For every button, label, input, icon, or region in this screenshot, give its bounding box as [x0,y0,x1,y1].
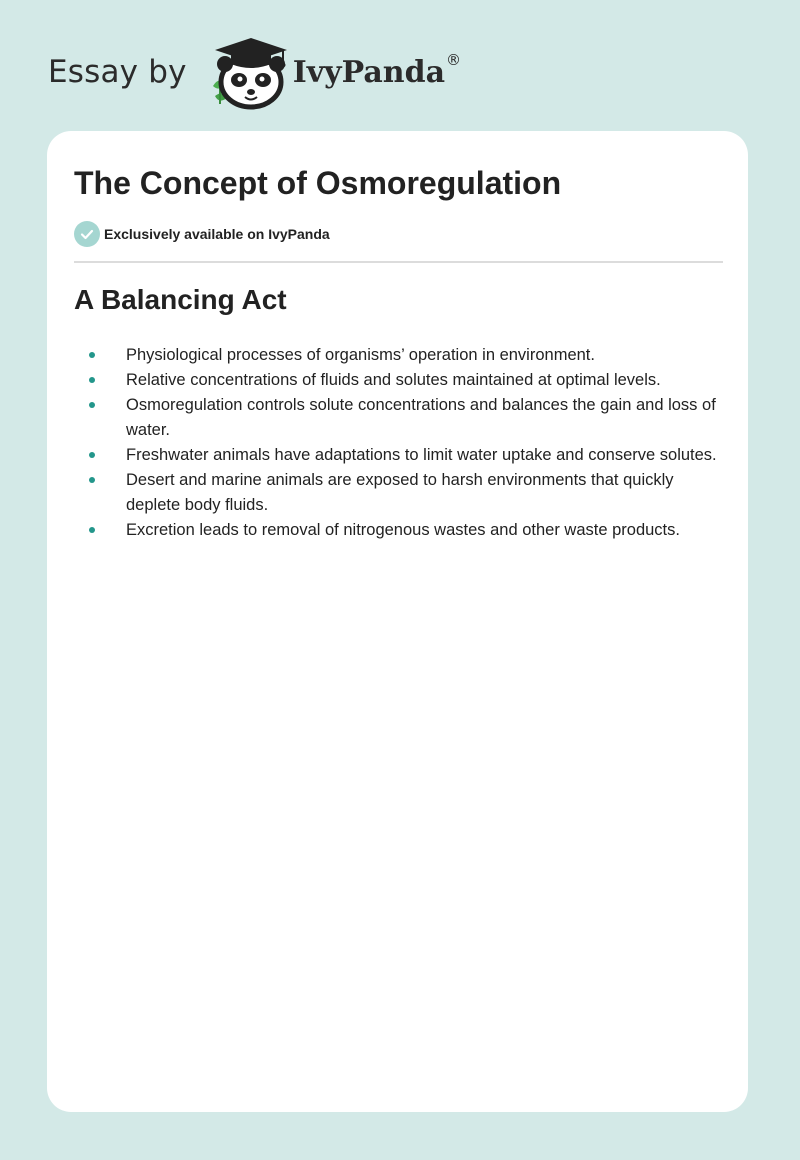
bullet-item [74,393,729,443]
bullet-text: Freshwater animals have adaptations to limit water uptake and conserve solutes. [126,446,717,464]
bullet-list [74,343,729,543]
bullet-dot-icon [89,402,95,408]
bullet-text: Physiological processes of organisms’ operation in environment. [126,346,595,364]
divider [74,261,723,263]
essay-card [47,131,748,1112]
bullet-text: Excretion leads to removal of nitrogenous wastes and other waste products. [126,521,680,539]
bullet-text: Desert and marine animals are exposed to harsh environments that quickly deplete body fluids. [126,471,674,514]
essay-by-label: Essay by [48,54,187,90]
check-circle-icon [74,221,100,247]
badge-label: Exclusively available on IvyPanda [104,226,330,242]
bullet-item [74,468,729,518]
bullet-item [74,368,729,393]
brand-name: IvyPanda [292,54,446,90]
bullet-dot-icon [89,452,95,458]
bullet-item [74,518,729,543]
bullet-dot-icon [89,477,95,483]
registered-mark: ® [446,51,462,69]
bullet-item [74,343,729,368]
section-heading: A Balancing Act [74,284,287,315]
bullet-item [74,443,729,468]
bullet-dot-icon [89,527,95,533]
exclusive-badge [74,221,330,247]
bullet-dot-icon [89,352,95,358]
brand-header [48,34,461,110]
page-title: The Concept of Osmoregulation [74,165,562,201]
panda-graduation-cap-logo-icon [203,34,299,110]
bullet-text: Relative concentrations of fluids and solutes maintained at optimal levels. [126,371,661,389]
bullet-dot-icon [89,377,95,383]
bullet-text: Osmoregulation controls solute concentrations and balances the gain and loss of water. [126,396,716,439]
